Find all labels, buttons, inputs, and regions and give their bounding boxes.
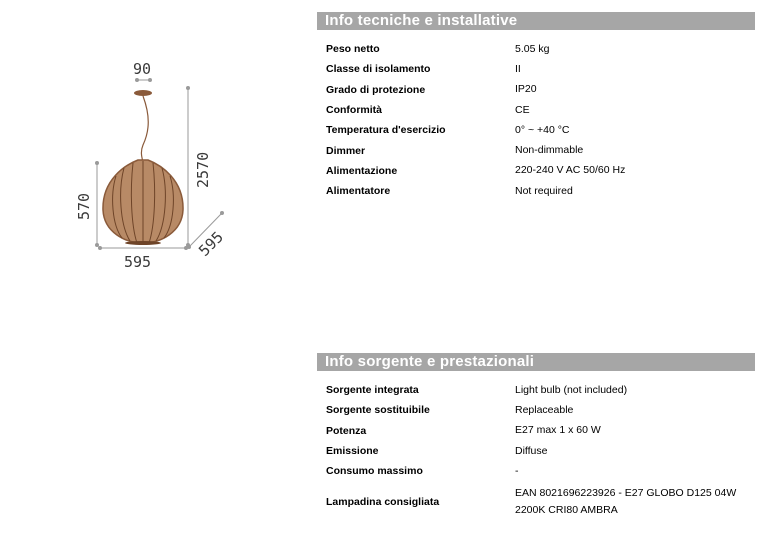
spec-value-line: EAN 8021696223926 - E27 GLOBO D125 04W bbox=[515, 487, 737, 500]
table-row bbox=[317, 59, 755, 79]
table-row bbox=[317, 120, 755, 140]
lamp-dimension-drawing bbox=[60, 50, 250, 280]
table-row bbox=[317, 380, 755, 400]
spec-label: Sorgente sostituibile bbox=[326, 404, 430, 417]
source-performance-section bbox=[317, 353, 755, 519]
ceiling-canopy-icon bbox=[134, 90, 152, 96]
spec-label: Lampadina consigliata bbox=[326, 496, 440, 509]
spec-label: Sorgente integrata bbox=[326, 384, 419, 397]
table-row bbox=[317, 161, 755, 181]
spec-label: Dimmer bbox=[326, 144, 366, 157]
spec-label: Emissione bbox=[326, 445, 379, 458]
spec-label: Alimentazione bbox=[326, 164, 398, 177]
spec-table bbox=[317, 380, 755, 519]
technical-info-section bbox=[317, 12, 755, 201]
section-title: Info sorgente e prestazionali bbox=[317, 353, 755, 371]
spec-label: Temperatura d'esercizio bbox=[326, 124, 446, 137]
spec-value bbox=[515, 485, 755, 519]
table-row bbox=[317, 140, 755, 160]
dim-body-height-label: 570 bbox=[75, 192, 93, 220]
table-row bbox=[317, 400, 755, 420]
dim-width-label: 595 bbox=[124, 253, 152, 271]
dim-depth-label: 595 bbox=[195, 227, 227, 260]
table-row bbox=[317, 100, 755, 120]
spec-value: 0° ~ +40 °C bbox=[515, 123, 570, 136]
spec-value: Diffuse bbox=[515, 444, 548, 457]
table-row bbox=[317, 181, 755, 201]
section-title: Info tecniche e installative bbox=[317, 12, 755, 30]
table-row bbox=[317, 80, 755, 100]
table-row bbox=[317, 461, 755, 481]
spec-label: Alimentatore bbox=[326, 185, 391, 198]
table-row bbox=[317, 421, 755, 441]
spec-value: CE bbox=[515, 103, 530, 116]
spec-value: II bbox=[515, 62, 521, 75]
lamp-shade-icon bbox=[103, 160, 183, 245]
spec-value: 5.05 kg bbox=[515, 42, 550, 55]
spec-value: E27 max 1 x 60 W bbox=[515, 424, 601, 437]
table-row bbox=[317, 39, 755, 59]
spec-value: Light bulb (not included) bbox=[515, 383, 628, 396]
spec-label: Conformità bbox=[326, 104, 382, 117]
dim-top-label: 90 bbox=[133, 60, 152, 78]
spec-label: Classe di isolamento bbox=[326, 63, 431, 76]
spec-value: 220-240 V AC 50/60 Hz bbox=[515, 164, 626, 177]
spec-value: - bbox=[515, 464, 519, 477]
table-row bbox=[317, 485, 755, 519]
spec-value-line: 2200K CRI80 AMBRA bbox=[515, 504, 618, 517]
table-row bbox=[317, 441, 755, 461]
dim-total-height-label: 2570 bbox=[194, 151, 212, 188]
spec-value: Non-dimmable bbox=[515, 144, 584, 157]
spec-label: Potenza bbox=[326, 424, 367, 437]
spec-value: Replaceable bbox=[515, 403, 574, 416]
spec-label: Peso netto bbox=[326, 43, 380, 56]
spec-value: IP20 bbox=[515, 83, 537, 96]
spec-table bbox=[317, 39, 755, 201]
spec-label: Consumo massimo bbox=[326, 465, 423, 478]
spec-label: Grado di protezione bbox=[326, 83, 426, 96]
spec-value: Not required bbox=[515, 184, 573, 197]
